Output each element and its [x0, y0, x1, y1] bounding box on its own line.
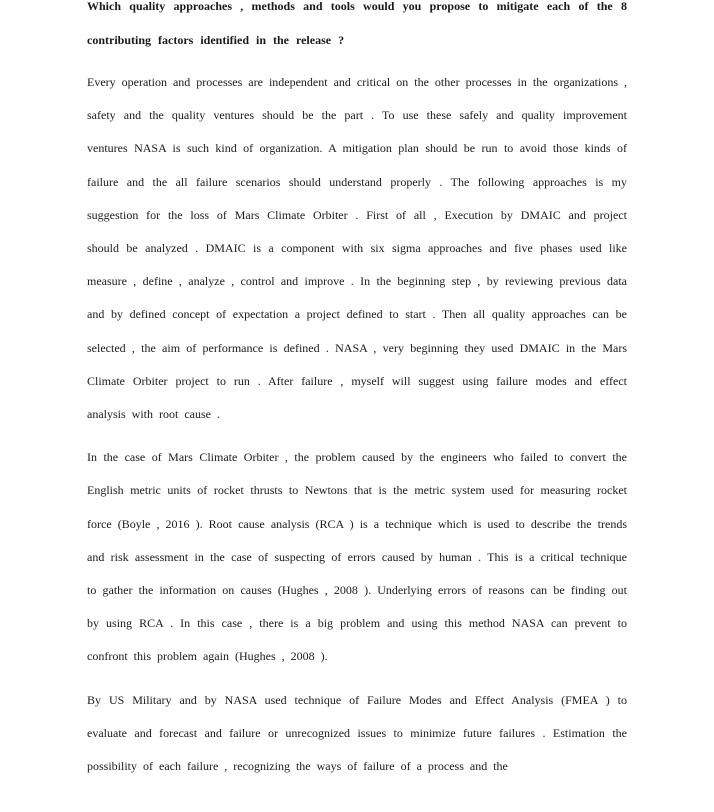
spacer [87, 57, 627, 66]
paragraph-fmea: By US Military and by NASA used technique of Failure Modes and Effect Analysis (FMEA ) to evaluate and forecast and failure or unrecognized issues to minimize future failures . Estimation the possibility of each failure , recognizing the ways of failure of a process and the [87, 692, 627, 774]
document-page [87, 0, 627, 783]
paragraph-rca: In the case of Mars Climate Orbiter , the problem caused by the engineers who failed to convert the English metric units of rocket thrusts to Newtons that is the metric system used for measuring rocket force (Boyle , 2016 ). Root cause analysis (RCA ) is a technique which is used to describe the trends and risk assessment in the case of suspecting of errors caused by human . This is a critical technique to gather the information on causes (Hughes , 2008 ). Underlying errors of reasons can be finding out by using RCA . In this case , there is a big problem and using this method NASA can prevent to confront this problem again (Hughes , 2008 ). [87, 450, 627, 664]
question-heading: Which quality approaches , methods and tools would you propose to mitigate each of the 8 contributing factors identified in the release ? [87, 0, 627, 47]
paragraph-dmaic: Every operation and processes are independent and critical on the other processes in the organizations , safety and the quality ventures should be the part . To use these safely and quality improvement ventures NASA is such kind of organization. A mitigation plan should be run to avoid those kinds of failure and the all failure scenarios should understand properly . The following approaches is my suggestion for the loss of Mars Climate Orbiter . First of all , Execution by DMAIC and project should be analyzed . DMAIC is a component with six sigma approaches and five phases used like measure , define , analyze , control and improve . In the beginning step , by reviewing previous data and by defined concept of expectation a project defined to start . Then all quality approaches can be selected , the aim of performance is defined . NASA , very beginning they used DMAIC in the Mars Climate Orbiter project to run . After failure , myself will suggest using failure modes and effect analysis with root cause . [87, 75, 627, 422]
